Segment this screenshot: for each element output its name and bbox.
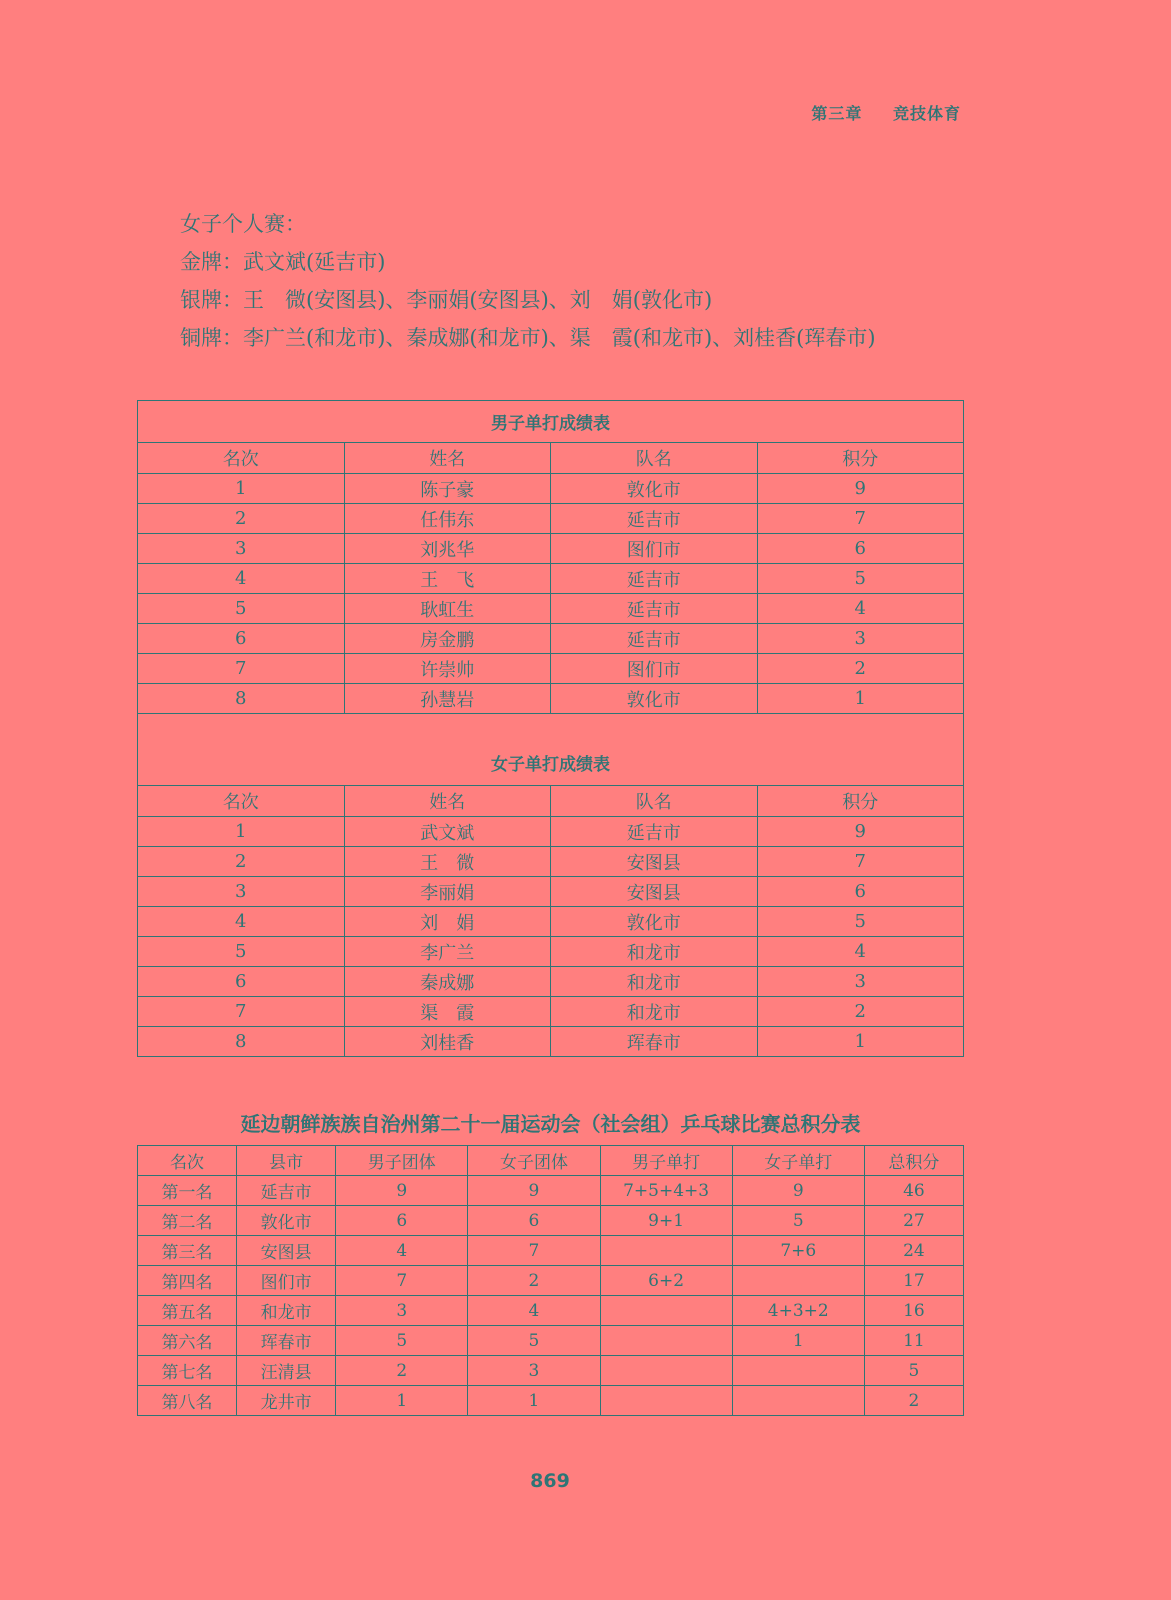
table-cell: 第八名 — [138, 1386, 237, 1416]
table-row — [138, 1326, 964, 1356]
gold-medal-line: 金牌：武文斌(延吉市) — [180, 250, 386, 274]
total-score-table — [137, 1145, 964, 1416]
table-cell: 7 — [468, 1236, 600, 1266]
table-cell: 2 — [138, 847, 345, 877]
table-cell: 秦成娜 — [344, 967, 551, 997]
table-cell: 7 — [757, 847, 964, 877]
table-cell: 9 — [757, 474, 964, 504]
table-row — [138, 1236, 964, 1266]
table-cell: 3 — [336, 1296, 468, 1326]
table-cell: 5 — [864, 1356, 963, 1386]
table-header-row — [138, 786, 964, 817]
table-cell: 2 — [336, 1356, 468, 1386]
table-cell: 3 — [138, 534, 345, 564]
table-cell: 6 — [138, 624, 345, 654]
table-cell: 女子团体 — [468, 1146, 600, 1176]
table-cell: 任伟东 — [344, 504, 551, 534]
table-cell: 和龙市 — [551, 937, 758, 967]
table-cell: 6 — [757, 534, 964, 564]
table-cell: 9+1 — [600, 1206, 732, 1236]
table-cell: 延吉市 — [237, 1176, 336, 1206]
table-cell: 5 — [757, 907, 964, 937]
table-cell: 第六名 — [138, 1326, 237, 1356]
table-cell: 图们市 — [551, 654, 758, 684]
table-cell: 5 — [732, 1206, 864, 1236]
table-cell: 图们市 — [551, 534, 758, 564]
table-cell: 安图县 — [237, 1236, 336, 1266]
table-cell: 积分 — [757, 786, 964, 817]
table-cell: 刘 娟 — [344, 907, 551, 937]
table-cell: 和龙市 — [237, 1296, 336, 1326]
table-cell: 9 — [336, 1176, 468, 1206]
table-cell: 5 — [138, 937, 345, 967]
table-cell: 9 — [757, 817, 964, 847]
table-cell: 1 — [757, 1027, 964, 1057]
table-row — [138, 654, 964, 684]
table-row — [138, 1176, 964, 1206]
table-row — [138, 1206, 964, 1236]
table-row — [138, 847, 964, 877]
table-cell: 延吉市 — [551, 504, 758, 534]
table-cell: 2 — [864, 1386, 963, 1416]
table-row — [138, 1296, 964, 1326]
table-cell: 珲春市 — [551, 1027, 758, 1057]
table-header-row — [138, 443, 964, 474]
table-cell: 1 — [138, 474, 345, 504]
table-cell: 5 — [336, 1326, 468, 1356]
table-row — [138, 1386, 964, 1416]
table-cell: 许崇帅 — [344, 654, 551, 684]
table-cell: 4 — [468, 1296, 600, 1326]
section-label: 竞技体育 — [892, 104, 961, 123]
mens-singles-title — [138, 401, 964, 443]
table-row — [138, 877, 964, 907]
table-cell: 耿虹生 — [344, 594, 551, 624]
table-cell — [732, 1386, 864, 1416]
table-cell: 7 — [138, 654, 345, 684]
table-cell: 3 — [138, 877, 345, 907]
table-cell: 延吉市 — [551, 594, 758, 624]
total-score-table-title: 延边朝鲜族族自治州第二十一届运动会（社会组）乒乓球比赛总积分表 — [240, 1112, 861, 1136]
table-cell: 房金鹏 — [344, 624, 551, 654]
table-cell: 6 — [468, 1206, 600, 1236]
table-cell: 陈子豪 — [344, 474, 551, 504]
womens-singles-title — [138, 714, 964, 786]
table-cell: 6+2 — [600, 1266, 732, 1296]
table-cell: 渠 霞 — [344, 997, 551, 1027]
table-cell: 2 — [468, 1266, 600, 1296]
table-cell: 6 — [138, 967, 345, 997]
womens-singles-title-text: 女子单打成绩表 — [138, 714, 964, 786]
table-cell: 第二名 — [138, 1206, 237, 1236]
table-cell: 5 — [468, 1326, 600, 1356]
table-cell: 16 — [864, 1296, 963, 1326]
womens-individual-results — [180, 205, 876, 357]
table-cell: 9 — [732, 1176, 864, 1206]
table-cell: 安图县 — [551, 847, 758, 877]
table-cell: 6 — [757, 877, 964, 907]
table-cell: 县市 — [237, 1146, 336, 1176]
table-cell: 武文斌 — [344, 817, 551, 847]
table-cell: 延吉市 — [551, 564, 758, 594]
table-cell: 延吉市 — [551, 624, 758, 654]
table-cell: 4 — [138, 907, 345, 937]
table-cell: 敦化市 — [551, 684, 758, 714]
table-cell: 敦化市 — [551, 907, 758, 937]
table-row — [138, 534, 964, 564]
table-cell: 女子单打 — [732, 1146, 864, 1176]
table-cell: 7+5+4+3 — [600, 1176, 732, 1206]
table-cell: 1 — [757, 684, 964, 714]
table-cell: 1 — [336, 1386, 468, 1416]
table-cell: 第五名 — [138, 1296, 237, 1326]
table-cell: 7 — [757, 504, 964, 534]
table-cell: 敦化市 — [237, 1206, 336, 1236]
table-cell: 4 — [336, 1236, 468, 1266]
table-cell: 5 — [138, 594, 345, 624]
table-cell: 第一名 — [138, 1176, 237, 1206]
table-cell: 姓名 — [344, 443, 551, 474]
table-cell: 4 — [757, 594, 964, 624]
table-cell: 4 — [138, 564, 345, 594]
silver-medal-line: 银牌：王 微(安图县)、李丽娟(安图县)、刘 娟(敦化市) — [180, 288, 713, 312]
table-cell: 8 — [138, 1027, 345, 1057]
table-cell: 9 — [468, 1176, 600, 1206]
table-row — [138, 997, 964, 1027]
table-cell: 队名 — [551, 786, 758, 817]
table-row — [138, 1266, 964, 1296]
table-cell: 6 — [336, 1206, 468, 1236]
table-cell: 3 — [757, 967, 964, 997]
table-cell: 名次 — [138, 443, 345, 474]
table-cell: 汪清县 — [237, 1356, 336, 1386]
table-cell: 积分 — [757, 443, 964, 474]
table-cell: 11 — [864, 1326, 963, 1356]
table-cell: 46 — [864, 1176, 963, 1206]
table-cell: 总积分 — [864, 1146, 963, 1176]
table-cell: 名次 — [138, 1146, 237, 1176]
table-cell — [600, 1386, 732, 1416]
table-cell: 男子单打 — [600, 1146, 732, 1176]
table-cell: 和龙市 — [551, 997, 758, 1027]
table-cell: 8 — [138, 684, 345, 714]
table-row — [138, 937, 964, 967]
table-row — [138, 1356, 964, 1386]
table-cell: 7 — [336, 1266, 468, 1296]
table-header-row — [138, 1146, 964, 1176]
table-cell: 3 — [468, 1356, 600, 1386]
table-cell: 4 — [757, 937, 964, 967]
table-cell: 第三名 — [138, 1236, 237, 1266]
table-cell: 珲春市 — [237, 1326, 336, 1356]
table-cell: 7+6 — [732, 1236, 864, 1266]
table-cell: 3 — [757, 624, 964, 654]
page-number: 869 — [530, 1470, 570, 1492]
table-cell: 第四名 — [138, 1266, 237, 1296]
table-row — [138, 504, 964, 534]
table-cell: 敦化市 — [551, 474, 758, 504]
table-cell: 刘兆华 — [344, 534, 551, 564]
table-cell: 名次 — [138, 786, 345, 817]
table-cell: 刘桂香 — [344, 1027, 551, 1057]
table-cell — [600, 1356, 732, 1386]
table-cell: 7 — [138, 997, 345, 1027]
table-row — [138, 967, 964, 997]
table-cell: 图们市 — [237, 1266, 336, 1296]
table-cell: 王 微 — [344, 847, 551, 877]
table-cell: 4+3+2 — [732, 1296, 864, 1326]
table-cell: 第七名 — [138, 1356, 237, 1386]
table-cell — [600, 1326, 732, 1356]
table-row — [138, 474, 964, 504]
table-cell: 李丽娟 — [344, 877, 551, 907]
table-row — [138, 564, 964, 594]
table-cell: 孙慧岩 — [344, 684, 551, 714]
singles-results-table — [137, 400, 964, 1057]
table-row — [138, 817, 964, 847]
table-row — [138, 594, 964, 624]
table-cell: 5 — [757, 564, 964, 594]
table-cell: 龙井市 — [237, 1386, 336, 1416]
table-cell: 2 — [138, 504, 345, 534]
table-cell — [732, 1266, 864, 1296]
table-row — [138, 624, 964, 654]
table-cell: 延吉市 — [551, 817, 758, 847]
table-cell: 李广兰 — [344, 937, 551, 967]
table-cell: 1 — [732, 1326, 864, 1356]
table-cell: 1 — [468, 1386, 600, 1416]
table-cell: 2 — [757, 997, 964, 1027]
mens-singles-title-text: 男子单打成绩表 — [138, 401, 964, 443]
table-cell: 2 — [757, 654, 964, 684]
table-row — [138, 1027, 964, 1057]
table-cell: 和龙市 — [551, 967, 758, 997]
table-cell: 队名 — [551, 443, 758, 474]
table-row — [138, 684, 964, 714]
table-row — [138, 907, 964, 937]
table-cell: 安图县 — [551, 877, 758, 907]
table-cell — [732, 1356, 864, 1386]
chapter-label: 第三章 — [811, 104, 863, 123]
table-cell: 17 — [864, 1266, 963, 1296]
intro-heading: 女子个人赛： — [180, 212, 306, 236]
table-cell: 男子团体 — [336, 1146, 468, 1176]
table-cell: 27 — [864, 1206, 963, 1236]
table-cell — [600, 1236, 732, 1266]
table-cell: 王 飞 — [344, 564, 551, 594]
bronze-medal-line: 铜牌：李广兰(和龙市)、秦成娜(和龙市)、渠 霞(和龙市)、刘桂香(珲春市) — [180, 326, 876, 350]
table-cell: 1 — [138, 817, 345, 847]
table-cell: 24 — [864, 1236, 963, 1266]
table-cell — [600, 1296, 732, 1326]
running-header — [811, 101, 961, 124]
table-cell: 姓名 — [344, 786, 551, 817]
